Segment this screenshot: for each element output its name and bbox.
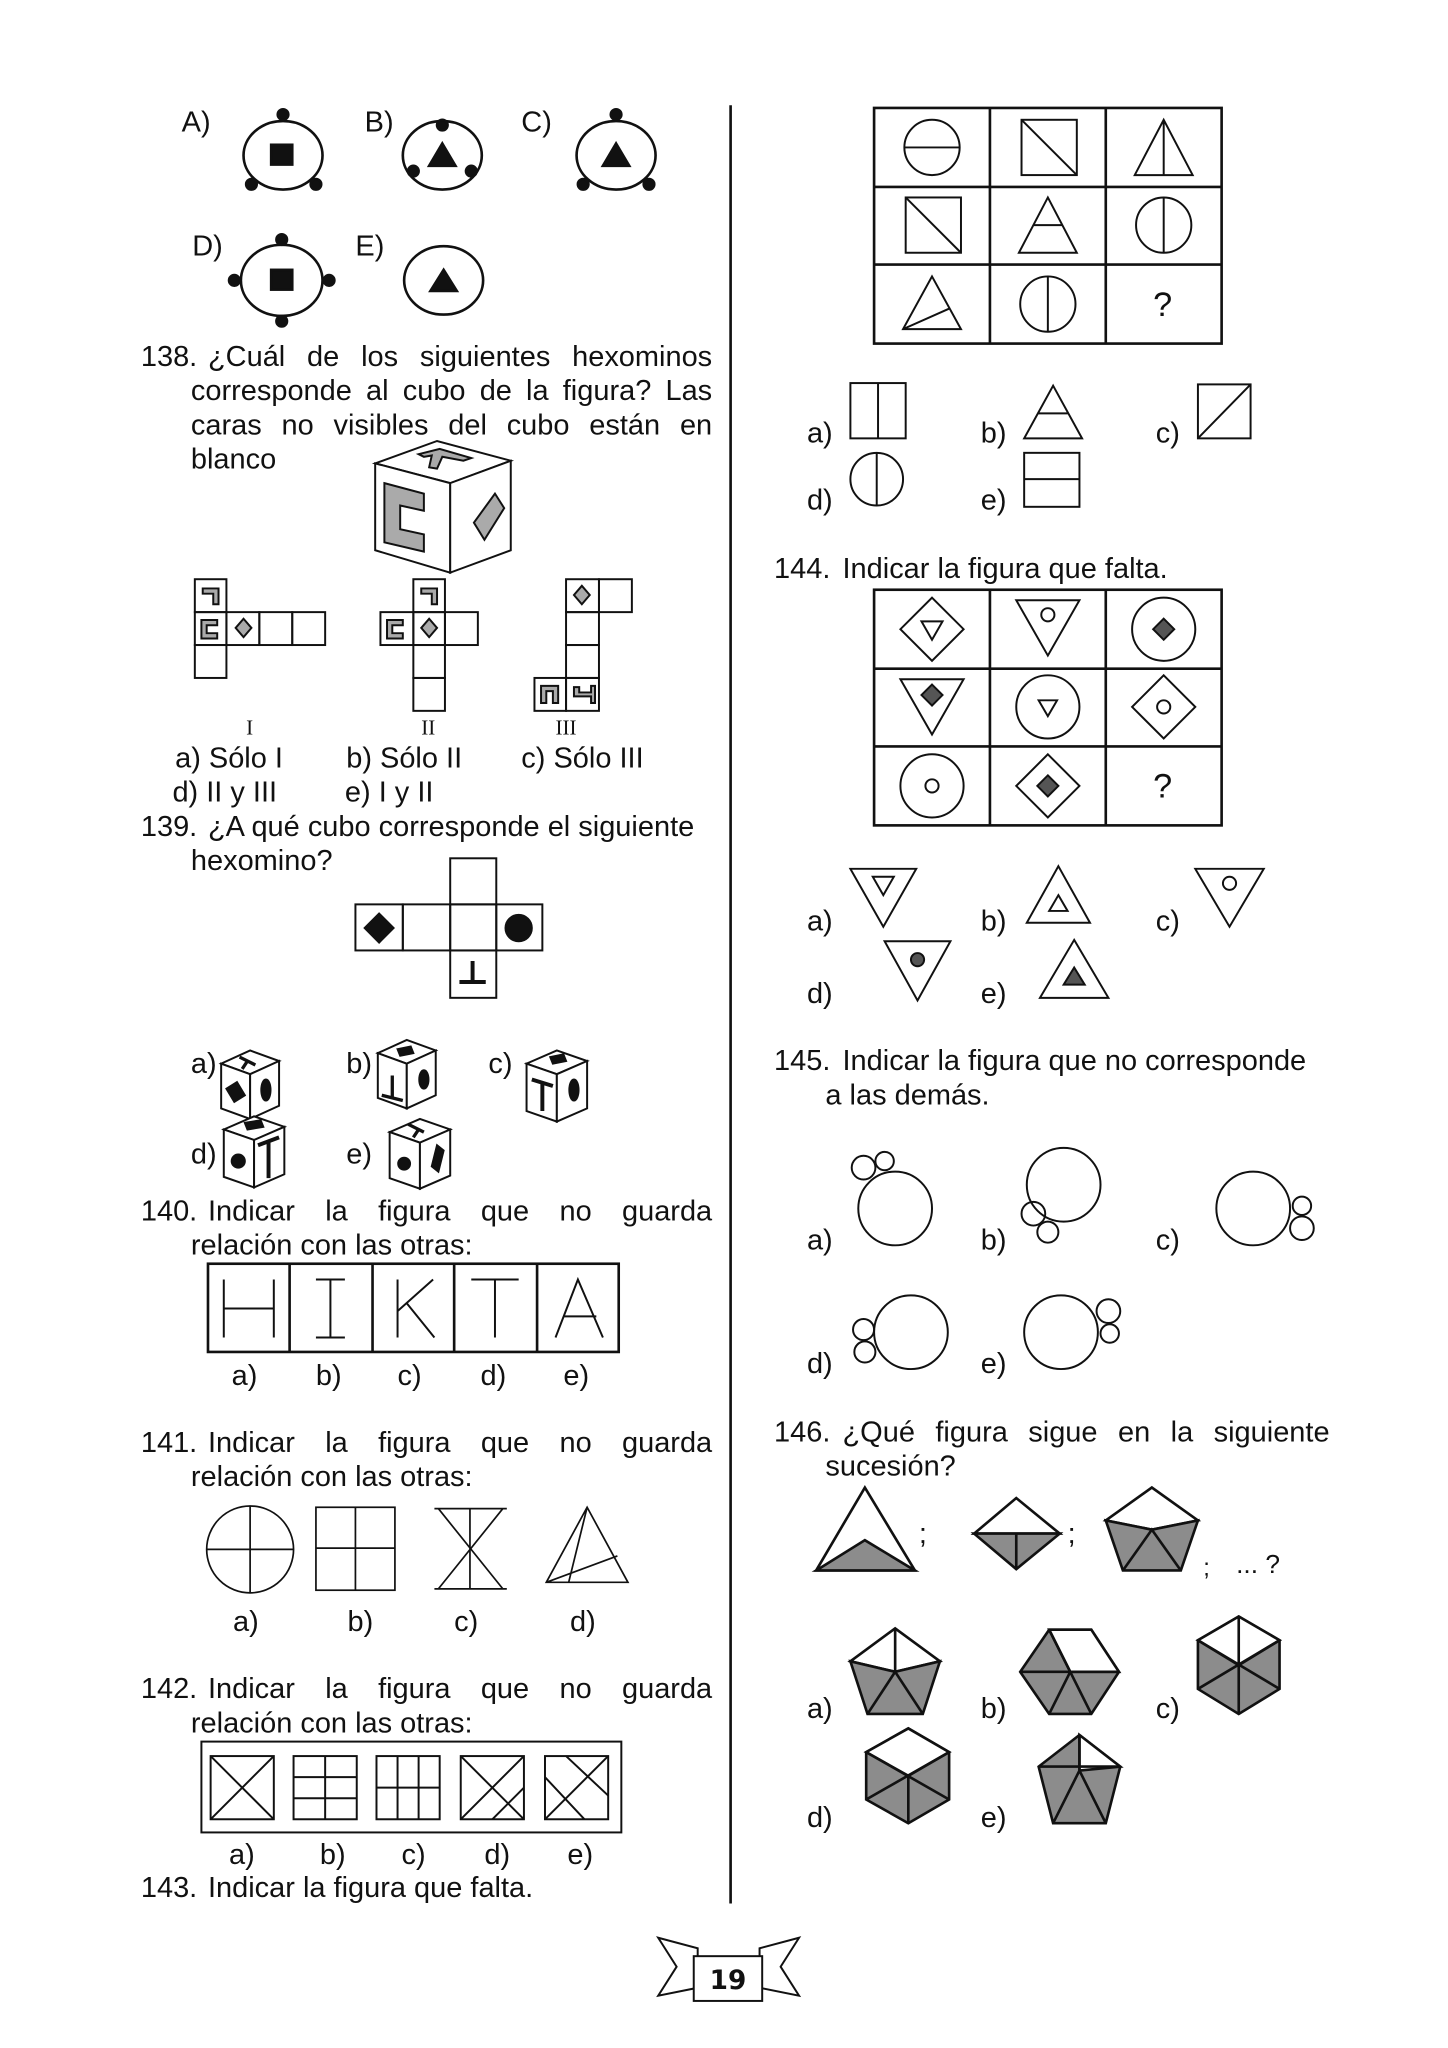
q143-missing-mark: ? [1153,284,1173,324]
q140-option-e: e) [563,1358,590,1392]
q137-option-e-figure [404,246,483,314]
q138-option-d: d) II y III [172,775,278,809]
q137-option-c-figure [577,109,656,189]
q138-option-e: e) I y II [344,775,434,809]
q144-option-a: a) [806,904,833,938]
q146-ellipsis-question: ... ? [1236,1550,1281,1580]
q138-option-b: b) Sólo II [346,741,463,775]
q140-text-line: Indicar la figura que no guarda [207,1193,713,1227]
q142-option-e: e) [567,1837,594,1871]
q139-text-line: ¿A qué cubo corresponde el siguiente [207,809,695,843]
q139-text-line: hexomino? [190,843,333,877]
die-a [221,1050,279,1118]
die-b [378,1040,436,1108]
q145-option-e: e) [980,1346,1007,1380]
q146-option-d: d) [806,1800,833,1834]
q146-text-line: sucesión? [825,1449,956,1483]
q137-option-b-figure [403,120,482,190]
q146-number: 146. [774,1415,831,1449]
q142-figure-box [201,1742,621,1833]
triangle-lines [546,1507,628,1582]
q143-option-b: b) [980,415,1007,449]
q146-option-e-figure [1039,1735,1121,1823]
q142-option-a: a) [229,1837,255,1871]
q142-option-b: b) [319,1837,346,1871]
q142-text-line: Indicar la figura que no guarda [207,1671,713,1705]
q141-number: 141. [140,1425,198,1459]
die-c [527,1050,588,1121]
q137-option-c: C) [521,105,552,139]
q144-option-d: d) [806,976,833,1010]
q145-option-c: c) [1155,1222,1180,1256]
q139-option-b: b) [346,1046,372,1080]
q139-option-d: d) [190,1137,217,1171]
q146-text-line: ¿Qué figura sigue en la siguiente [842,1415,1330,1449]
q141-text-line: Indicar la figura que no guarda [207,1425,713,1459]
q146-option-d-figure [866,1728,949,1823]
q145-option-b: b) [980,1222,1007,1256]
q145-number: 145. [774,1043,831,1077]
q139-dice [221,1040,587,1189]
q139-option-c: c) [488,1046,513,1080]
q146-option-c: c) [1155,1691,1180,1725]
q141-option-b: b) [347,1604,374,1638]
q139-option-e: e) [346,1137,372,1171]
q138-option-c: c) Sólo III [521,741,644,775]
q145-options [852,1148,1314,1369]
q137-option-d: D) [192,229,223,262]
q138-cube [375,441,511,573]
q143-option-c: c) [1155,415,1180,449]
q144-option-c: c) [1155,904,1180,938]
q146-separator: ; [918,1516,927,1550]
q141-option-a: a) [233,1604,259,1638]
q146-option-a-figure [850,1628,940,1714]
q139-number: 139. [140,809,198,843]
net-label-iii: III [555,717,577,740]
q138-net-iii [534,579,631,711]
q145-option-d: d) [806,1346,833,1380]
q138-net-i [195,579,325,678]
q141-option-c: c) [454,1604,479,1638]
q142-option-d: d) [484,1837,511,1871]
q140-letter-box [208,1264,619,1352]
q146-separator: ; [1067,1516,1076,1550]
q144-text: Indicar la figura que falta. [842,551,1168,585]
q141-figures [207,1506,628,1593]
q144-options [850,866,1263,1000]
q139-option-a: a) [190,1046,217,1080]
q143-option-a: a) [806,415,833,449]
q144-missing-mark: ? [1153,766,1173,806]
q143-option-e: e) [980,483,1007,517]
q143-number: 143. [140,1870,198,1904]
q142-option-c: c) [401,1837,426,1871]
q146-option-b-figure [1020,1630,1119,1714]
q140-option-b: b) [315,1358,342,1392]
page-number: 19 [709,1964,747,1996]
q146-option-b: b) [980,1691,1007,1725]
q138-number: 138. [140,339,198,373]
q140-option-d: d) [480,1358,507,1392]
hourglass [434,1509,506,1589]
q137-option-a: A) [181,105,211,139]
q137-option-b: B) [364,105,394,139]
die-e [390,1119,451,1189]
q146-option-c-figure [1198,1617,1280,1714]
q143-option-d: d) [806,483,833,517]
square-with-cross [316,1507,395,1590]
q138-text-line: blanco [190,442,277,476]
q139-hexomino [355,858,542,998]
q137-option-a-figure [244,109,323,189]
q137-option-e: E) [355,229,385,262]
circle-with-cross [207,1506,294,1593]
die-d [224,1116,285,1187]
q140-number: 140. [140,1193,198,1227]
q141-text-line: relación con las otras: [190,1459,473,1493]
q146-options [850,1617,1279,1824]
q144-option-b: b) [980,904,1007,938]
q140-text-line: relación con las otras: [190,1228,473,1262]
q138-net-ii [380,579,477,711]
q145-text-line: a las demás. [825,1078,990,1112]
q145-text-line: Indicar la figura que no corresponde [842,1043,1307,1077]
q146-option-a: a) [806,1691,833,1725]
q137-option-d-figure [229,234,334,326]
q140-option-c: c) [397,1358,422,1392]
q143-text: Indicar la figura que falta. [207,1870,534,1904]
q138-text-line: ¿Cuál de los siguientes hexominos [207,339,713,373]
q138-option-a: a) Sólo I [175,741,283,775]
q145-option-a: a) [806,1222,833,1256]
q143-options [850,383,1250,507]
q146-sequence [816,1488,1198,1571]
net-label-i: I [246,717,254,740]
q144-number: 144. [774,551,831,585]
q141-option-d: d) [570,1604,596,1638]
q146-option-e: e) [980,1800,1007,1834]
q142-number: 142. [140,1671,198,1705]
net-label-ii: II [421,717,436,740]
q142-text-line: relación con las otras: [190,1706,473,1739]
q144-option-e: e) [980,976,1007,1010]
q138-text-line: corresponde al cubo de la figura? Las [190,373,713,407]
q140-option-a: a) [231,1358,258,1392]
q146-separator: ; [1203,1554,1210,1581]
q138-text-line: caras no visibles del cubo están en [190,408,713,441]
